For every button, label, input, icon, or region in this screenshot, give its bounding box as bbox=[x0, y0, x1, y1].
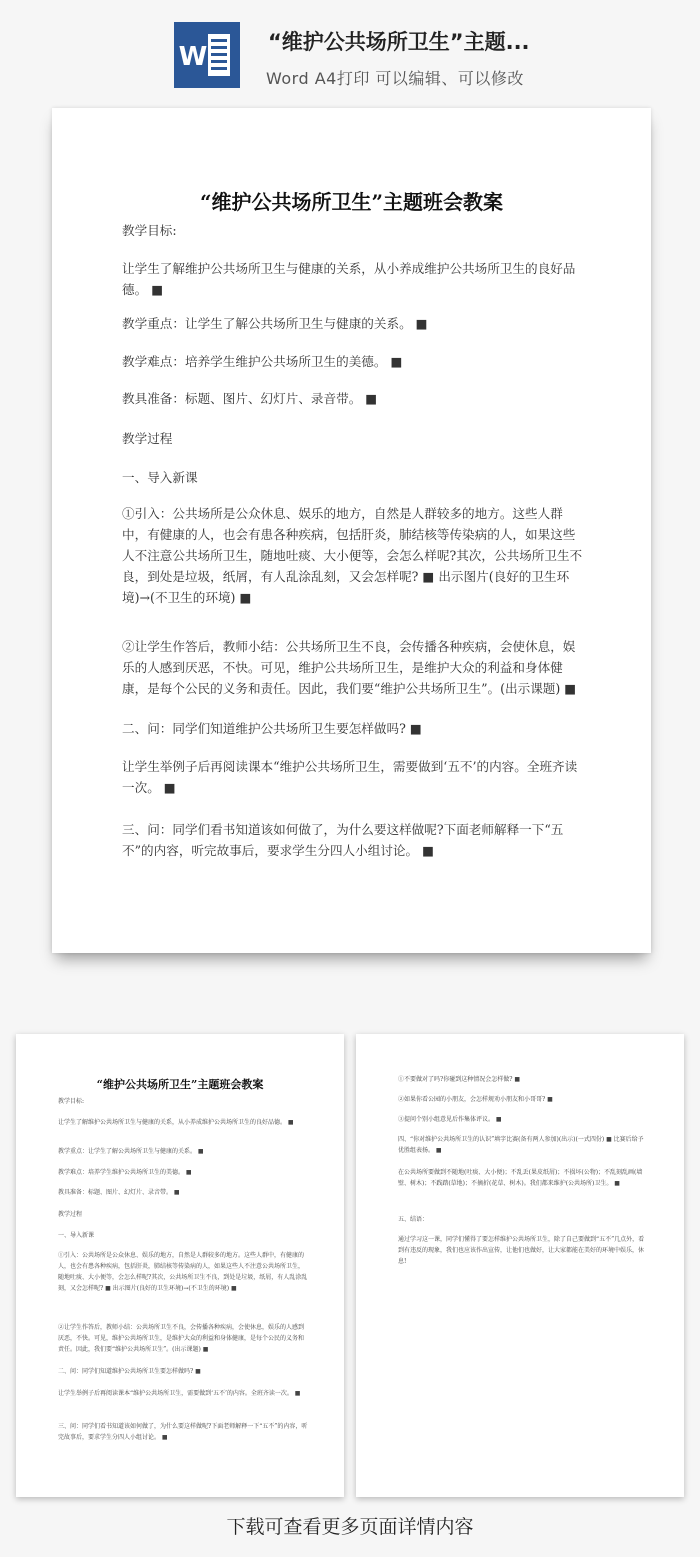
doc-paragraph: 教学目标: bbox=[122, 223, 177, 238]
thumb-paragraph: 教学过程 bbox=[58, 1211, 83, 1218]
thumb-paragraph: 三、问：同学们看书知道该如何做了，为什么要这样做呢?下面老师解释一下“五不”的内容，听完故事后，要求学生分四人小组讨论。 ■ bbox=[58, 1423, 308, 1441]
thumb-paragraph: ②让学生作答后，教师小结：公共场所卫生不良，会传播各种疾病，会使休息，娱乐的人感到厌恶，不快。可见，维护公共场所卫生，是维护大众的利益和身体健康，是每个公民的义务和责任。因此，我们要“维护公共场所卫生”。(出示课题) ■ bbox=[58, 1324, 305, 1353]
thumb-paragraph: 一、导入新课 bbox=[58, 1232, 95, 1239]
thumb-paragraph: 教学难点：培养学生维护公共场所卫生的美德。 ■ bbox=[58, 1169, 192, 1176]
doc-paragraph: ①引入：公共场所是公众休息、娱乐的地方，自然是人群较多的地方。这些人群中，有健康的人，也会有患各种疾病，包括肝炎，肺结核等传染病的人，如果这些人不注意公共场所卫生，随地吐痰、大小便等，会怎么样呢?其次，公共场所卫生不良，到处是垃圾，纸屑，有人乱涂乱刻，又会怎样呢? ■ 出示图片(良好的卫生环境)→(不卫生的环境) ■ bbox=[122, 506, 583, 605]
thumb-paragraph: 让学生举例子后再阅读课本“维护公共场所卫生，需要做到‘五不’的内容。全班齐读一次。 ■ bbox=[58, 1390, 301, 1397]
thumb-paragraph: 在公共场所要做到不随地(吐痰、大小便)；不乱丢(果皮纸屑)；不损坏(公物)；不乱刻乱画(墙壁、树木)；不践踏(草地)；不摘折(花草、树木)。我们都来维护(公共场所)卫生。 ■ bbox=[398, 1169, 643, 1187]
doc-paragraph: 三、问：同学们看书知道该如何做了，为什么要这样做呢?下面老师解释一下“五不”的内容，听完故事后，要求学生分四人小组讨论。 ■ bbox=[122, 822, 564, 858]
doc-paragraph: 教具准备：标题、图片、幻灯片、录音带。 ■ bbox=[122, 391, 378, 406]
thumb-paragraph: ②如果你看公园的小朋友，会怎样规劝小朋友和小哥哥? ■ bbox=[398, 1096, 553, 1103]
doc-paragraph: 让学生了解维护公共场所卫生与健康的关系，从小养成维护公共场所卫生的良好品德。 ■ bbox=[122, 261, 576, 297]
document-page bbox=[52, 108, 651, 953]
thumb-paragraph: ①引入：公共场所是公众休息、娱乐的地方，自然是人群较多的地方。这些人群中，有健康的人，也会有患各种疾病，包括肝炎，肺结核等传染病的人，如果这些人不注意公共场所卫生，随地吐痰、大小便等，会怎么样呢?其次，公共场所卫生不良，到处是垃圾，纸屑，有人乱涂乱刻，又会怎样呢? ■ 出示图片(良好的卫生环境)→(不卫生的环境) ■ bbox=[58, 1252, 308, 1292]
header-subtitle: Word A4打印 可以编辑、可以修改 bbox=[266, 69, 524, 88]
thumb-paragraph: 通过学习这一课，同学们懂得了要怎样维护公共场所卫生，除了自己要做到“五不”几点外，看到有违反的现象，我们也应该作出宣传，让他们也做好，让大家都能在美好的环境中娱乐，休息! bbox=[398, 1236, 645, 1265]
thumb-paragraph: 教学目标: bbox=[58, 1098, 85, 1105]
thumb-paragraph: 二、问：同学们知道维护公共场所卫生要怎样做吗? ■ bbox=[58, 1368, 201, 1375]
doc-paragraph: 二、问：同学们知道维护公共场所卫生要怎样做吗? ■ bbox=[122, 721, 422, 736]
header bbox=[0, 0, 700, 100]
word-document-icon bbox=[174, 22, 240, 88]
doc-paragraph: 一、导入新课 bbox=[122, 470, 198, 485]
thumbnail-title: “维护公共场所卫生”主题班会教案 bbox=[96, 1078, 264, 1091]
thumb-paragraph: ①不要做对了吗?你碰到这种情况会怎样做? ■ bbox=[398, 1076, 521, 1083]
thumb-paragraph: 教学重点：让学生了解公共场所卫生与健康的关系。 ■ bbox=[58, 1148, 204, 1155]
doc-paragraph: 教学重点：让学生了解公共场所卫生与健康的关系。 ■ bbox=[122, 316, 428, 331]
doc-paragraph: 让学生举例子后再阅读课本“维护公共场所卫生，需要做到‘五不’的内容。全班齐读一次。 ■ bbox=[122, 759, 578, 795]
doc-paragraph: 教学难点：培养学生维护公共场所卫生的美德。 ■ bbox=[122, 354, 403, 369]
footer-caption[interactable]: 下载可查看更多页面详情内容 bbox=[226, 1516, 474, 1538]
header-title: “维护公共场所卫生”主题... bbox=[268, 30, 530, 54]
thumb-paragraph: ③提问个别小组意见后作集体评议。 ■ bbox=[398, 1116, 502, 1123]
thumb-paragraph: 五、结语： bbox=[398, 1216, 429, 1223]
thumbnail-page-1[interactable] bbox=[16, 1034, 344, 1497]
thumb-paragraph: 教具准备：标题、图片、幻灯片、录音带。 ■ bbox=[58, 1189, 180, 1196]
doc-paragraph: 教学过程 bbox=[122, 431, 173, 446]
thumb-paragraph: 让学生了解维护公共场所卫生与健康的关系，从小养成维护公共场所卫生的良好品德。 ■ bbox=[58, 1119, 294, 1126]
doc-paragraph: ②让学生作答后，教师小结：公共场所卫生不良，会传播各种疾病，会使休息，娱乐的人感到厌恶，不快。可见，维护公共场所卫生，是维护大众的利益和身体健康，是每个公民的义务和责任。因此，我们要“维护公共场所卫生”。(出示课题) ■ bbox=[122, 639, 577, 696]
word-icon-letter: W bbox=[178, 42, 208, 72]
thumb-paragraph: 四、“你对维护公共场所卫生的认识”填字比赛(备有两人参加)(出示)(一式四份) ■ 比赛后给予优胜组表扬。 ■ bbox=[398, 1136, 644, 1154]
document-title: “维护公共场所卫生”主题班会教案 bbox=[199, 190, 503, 214]
thumbnail-page-2[interactable] bbox=[356, 1034, 684, 1497]
